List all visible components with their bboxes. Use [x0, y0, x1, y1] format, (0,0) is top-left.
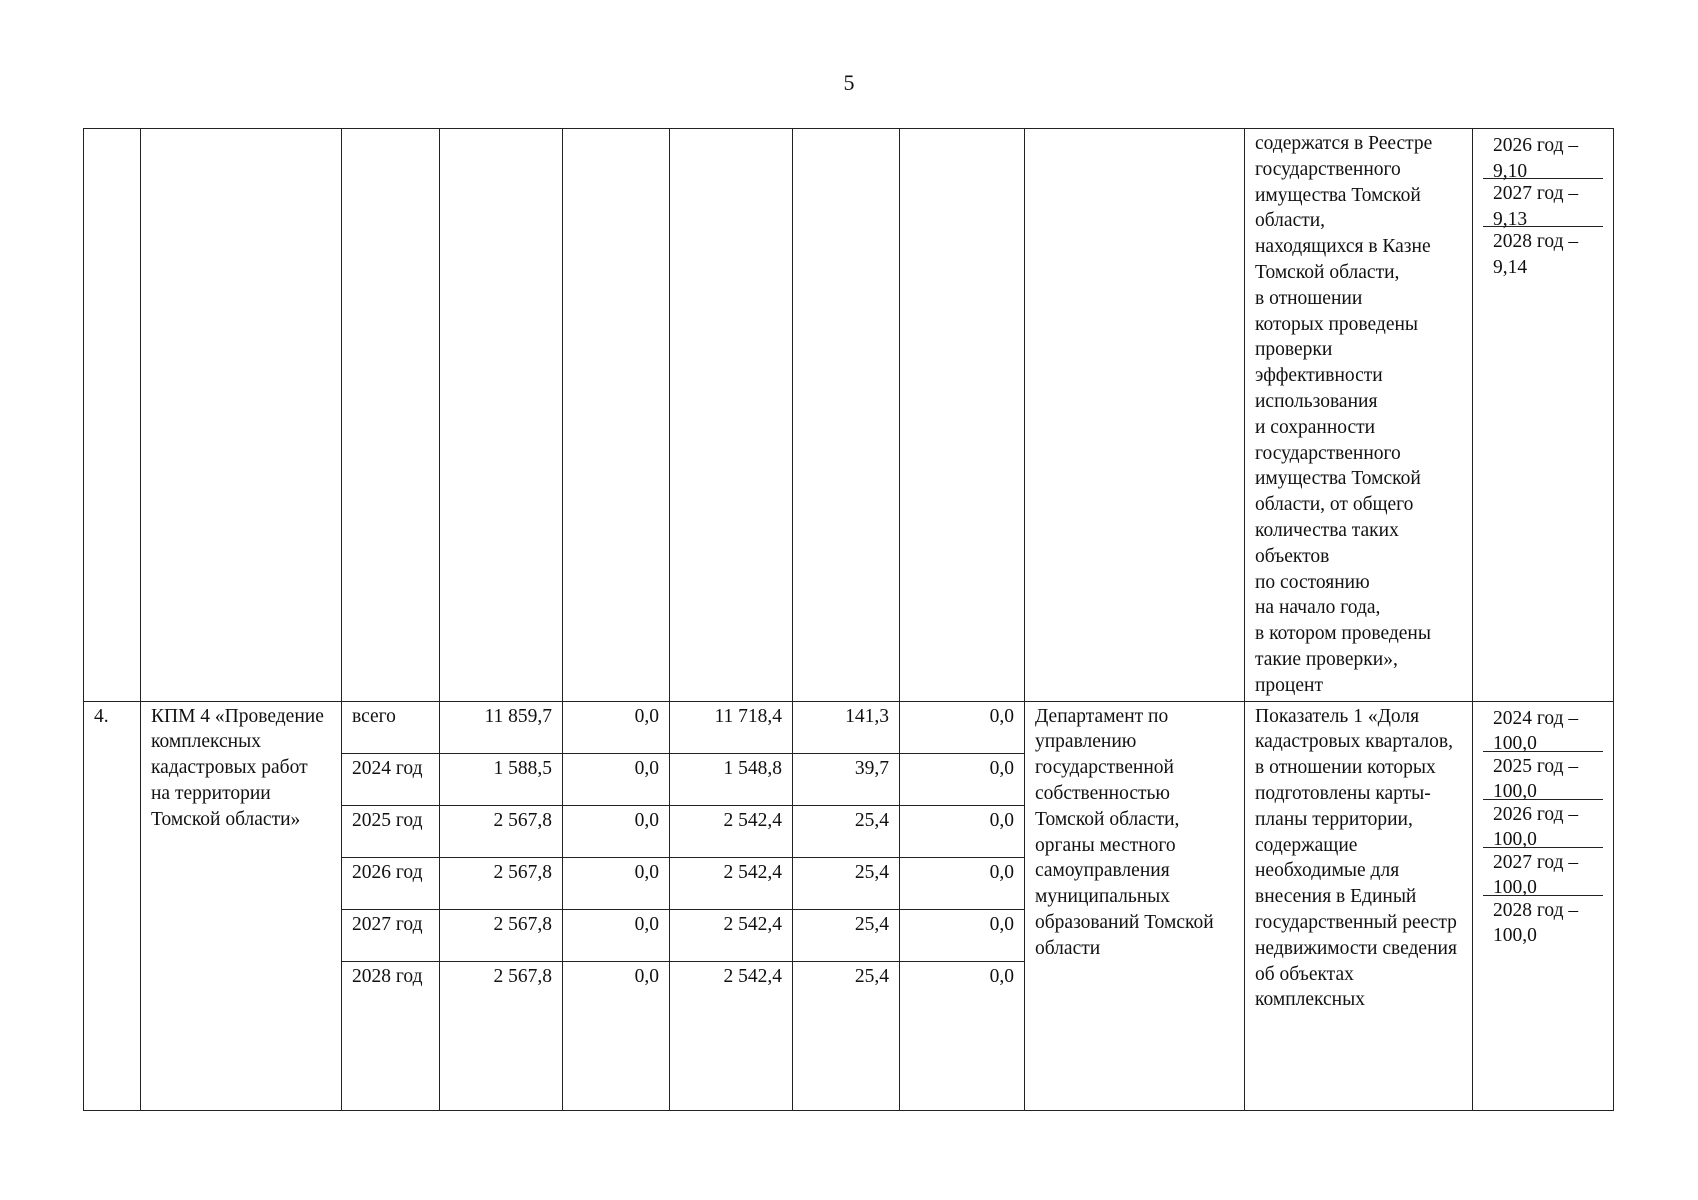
indicator-line: объектов — [1255, 545, 1330, 567]
targets-cell — [1473, 701, 1614, 1110]
amount-col4: 25,4 — [793, 805, 900, 857]
amount-col3: 2 542,4 — [670, 961, 793, 1110]
indicator-line: области, от общего — [1255, 494, 1414, 516]
indicator-line: на начало года, — [1255, 597, 1381, 619]
amount-col5: 0,0 — [900, 701, 1025, 753]
amount-col4: 25,4 — [793, 909, 900, 961]
amount-col2: 0,0 — [563, 961, 670, 1110]
indicator-line: области, — [1255, 210, 1326, 232]
indicator-line: в отношении — [1255, 287, 1363, 309]
indicator-line: в котором проведены — [1255, 623, 1431, 645]
amount-col4: 39,7 — [793, 753, 900, 805]
indicator-line: государственного — [1255, 158, 1401, 180]
amount-col2: 0,0 — [563, 701, 670, 753]
amount-col5: 0,0 — [900, 805, 1025, 857]
amount-total: 2 567,8 — [440, 805, 563, 857]
amount-col4: 25,4 — [793, 961, 900, 1110]
indicator-line: имущества Томской — [1255, 468, 1421, 490]
period-cell: 2028 год — [342, 961, 440, 1110]
amount-col5: 0,0 — [900, 753, 1025, 805]
amount-col4: 141,3 — [793, 701, 900, 753]
indicator-line: эффективности — [1255, 365, 1383, 387]
amount-total: 2 567,8 — [440, 961, 563, 1110]
amount-col5: 0,0 — [900, 909, 1025, 961]
period-cell: всего — [342, 701, 440, 753]
amount-col3: 2 542,4 — [670, 857, 793, 909]
indicator-line: проверки — [1255, 339, 1333, 361]
executor-cell: Департамент по управлению государственной собственностью Томской области, органы местного самоуправления муниципальных образований Томской области — [1025, 701, 1245, 1110]
amount-col3: 1 548,8 — [670, 753, 793, 805]
row-number: 4. — [84, 701, 141, 1110]
indicator-line: и сохранности — [1255, 416, 1376, 438]
amount-col2: 0,0 — [563, 753, 670, 805]
amount-total: 1 588,5 — [440, 753, 563, 805]
period-cell: 2027 год — [342, 909, 440, 961]
target-value: 2025 год – 100,0 — [1483, 752, 1603, 800]
period-cell: 2025 год — [342, 805, 440, 857]
target-value: 2028 год – 100,0 — [1493, 899, 1579, 947]
target-value: 2024 год – 100,0 — [1483, 704, 1603, 752]
program-table — [83, 128, 1614, 1111]
amount-col2: 0,0 — [563, 805, 670, 857]
amount-col2: 0,0 — [563, 909, 670, 961]
amount-col4: 25,4 — [793, 857, 900, 909]
amount-col2: 0,0 — [563, 857, 670, 909]
period-cell: 2026 год — [342, 857, 440, 909]
amount-col3: 2 542,4 — [670, 909, 793, 961]
target-value: 2026 год – 100,0 — [1483, 800, 1603, 848]
period-cell: 2024 год — [342, 753, 440, 805]
indicator-line: содержатся в Реестре — [1255, 133, 1433, 154]
indicator-line: находящихся в Казне — [1255, 236, 1431, 258]
target-value: 2027 год – 100,0 — [1483, 848, 1603, 896]
targets-continuation-cell — [1473, 129, 1614, 702]
indicator-line: количества таких — [1255, 519, 1399, 541]
amount-total: 11 859,7 — [440, 701, 563, 753]
table-row — [84, 701, 1614, 753]
target-value: 2028 год – 9,14 — [1493, 231, 1579, 278]
amount-total: 2 567,8 — [440, 857, 563, 909]
indicator-line: такие проверки», — [1255, 648, 1398, 670]
indicator-line: которых проведены — [1255, 313, 1419, 335]
indicator-cell: Показатель 1 «Доля кадастровых кварталов, в отношении которых подготовлены карты-планы территории, содержащие необходимые для внесения в Единый государственный реестр недвижимости сведения об объектах комплексных — [1245, 701, 1473, 1110]
indicator-line: использования — [1255, 390, 1378, 412]
amount-col5: 0,0 — [900, 961, 1025, 1110]
indicator-line: по состоянию — [1255, 571, 1370, 593]
amount-col3: 11 718,4 — [670, 701, 793, 753]
amount-col3: 2 542,4 — [670, 805, 793, 857]
indicator-continuation-cell — [1245, 129, 1473, 702]
continuation-row — [84, 129, 1614, 702]
target-value: 2027 год – 9,13 — [1483, 179, 1603, 227]
page-number: 5 — [843, 70, 855, 95]
amount-total: 2 567,8 — [440, 909, 563, 961]
indicator-line: государственного — [1255, 442, 1401, 464]
target-value: 2026 год – 9,10 — [1483, 131, 1603, 179]
kpm-name: КПМ 4 «Проведение комплексных кадастровых работ на территории Томской области» — [141, 701, 342, 1110]
indicator-line: Томской области, — [1255, 261, 1400, 283]
indicator-line: имущества Томской — [1255, 184, 1421, 206]
amount-col5: 0,0 — [900, 857, 1025, 909]
indicator-line: процент — [1255, 674, 1323, 696]
